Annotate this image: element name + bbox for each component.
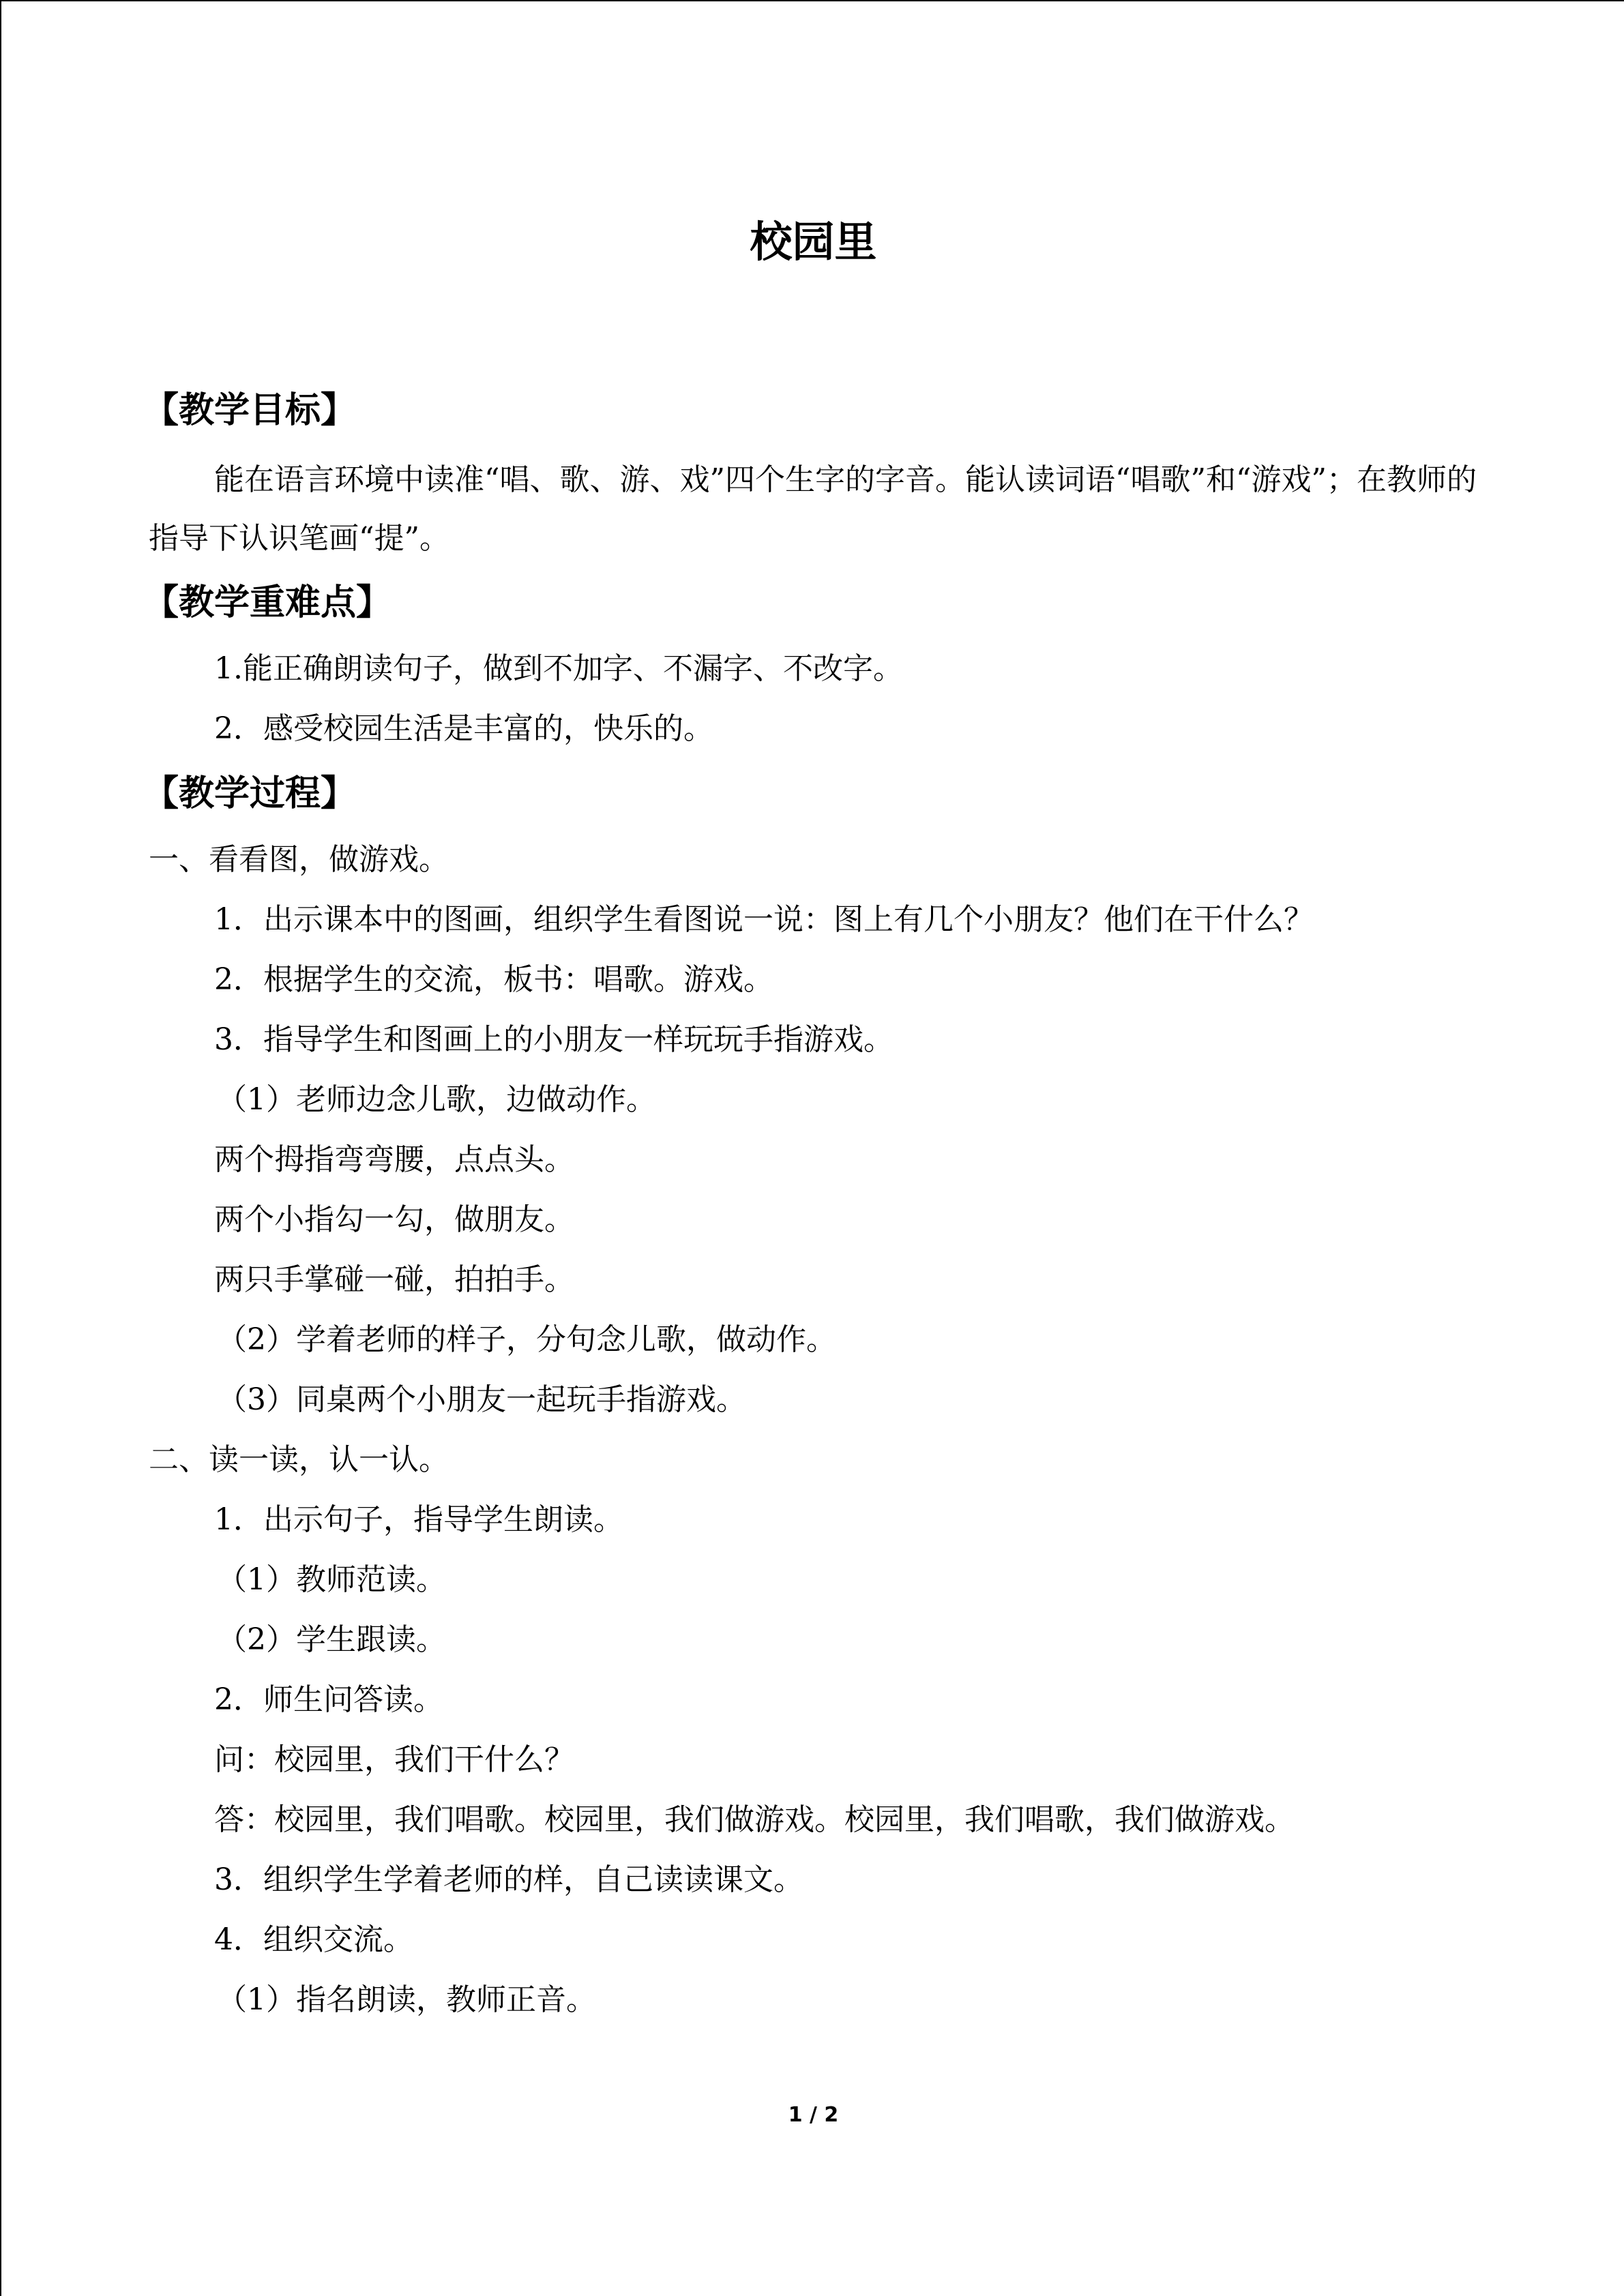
rhyme-line: 两只手掌碰一碰，拍拍手。 [214,1262,574,1297]
process-line: （3）同桌两个小朋友一起玩手指游戏。 [217,1382,746,1417]
section-heading-process: 【教学过程】 [143,773,357,814]
process-line: 2．根据学生的交流，板书：唱歌。游戏。 [214,962,773,997]
section-heading-goals: 【教学目标】 [143,390,357,431]
goals-paragraph: 能在语言环境中读准“唱、歌、游、戏”四个生字的字音。能认读词语“唱歌”和“游戏”；在教师的指导下认识笔画“提”。 [149,462,1477,556]
process-line: 1．出示课本中的图画，组织学生看图说一说：图上有几个小朋友？他们在干什么？ [214,902,1314,937]
process-line: （2）学生跟读。 [217,1622,446,1657]
process-line: 3．指导学生和图画上的小朋友一样玩玩手指游戏。 [214,1022,894,1057]
process-line: （1）老师边念儿歌，边做动作。 [217,1082,656,1117]
process-line: 2．师生问答读。 [214,1682,443,1717]
key-point-item: 1.能正确朗读句子，做到不加字、不漏字、不改字。 [214,651,903,686]
document-title: 校园里 [750,217,877,267]
rhyme-line: 两个小指勾一勾，做朋友。 [214,1202,574,1237]
process-step-heading: 一、看看图，做游戏。 [149,842,449,877]
section-heading-key-points: 【教学重难点】 [143,582,392,623]
page-number: 1 / 2 [788,2103,839,2127]
process-step-heading: 二、读一读，认一认。 [149,1442,449,1477]
process-line: （1）指名朗读，教师正音。 [217,1982,596,2017]
process-line: 4．组织交流。 [214,1922,413,1957]
key-point-item: 2．感受校园生活是丰富的，快乐的。 [214,711,713,746]
process-line: 1．出示句子，指导学生朗读。 [214,1502,623,1537]
rhyme-line: 两个拇指弯弯腰，点点头。 [214,1142,574,1177]
process-line: （1）教师范读。 [217,1562,446,1597]
question-line: 问：校园里，我们干什么？ [214,1742,574,1777]
answer-line: 答：校园里，我们唱歌。校园里，我们做游戏。校园里，我们唱歌，我们做游戏。 [214,1802,1295,1837]
process-line: （2）学着老师的样子，分句念儿歌，做动作。 [217,1322,836,1357]
process-line: 3．组织学生学着老师的样，自己读读课文。 [214,1862,803,1897]
document-body [143,380,1492,2030]
